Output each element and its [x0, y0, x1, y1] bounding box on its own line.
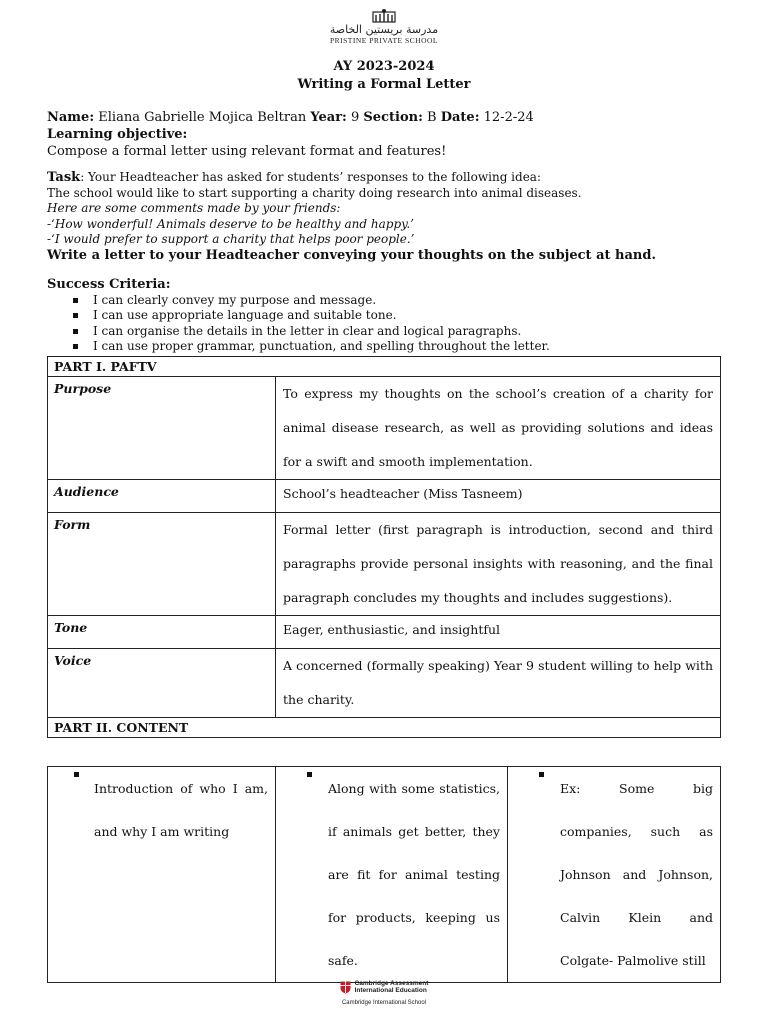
bullet-icon	[539, 772, 544, 777]
criteria-item: I can use appropriate language and suitable tone.	[71, 308, 727, 324]
assignment-title: Writing a Formal Letter	[297, 77, 471, 92]
purpose-value: To express my thoughts on the school’s creation of a charity for animal disease research, as well as providing solutions and ideas for a swift and smooth implementation.	[276, 377, 721, 480]
voice-label: Voice	[48, 649, 276, 718]
tone-label: Tone	[48, 616, 276, 649]
audience-label: Audience	[48, 480, 276, 513]
table-row	[48, 649, 721, 718]
document-title	[0, 58, 768, 94]
form-value: Formal letter (first paragraph is introduction, second and third paragraphs provide personal insights with reasoning, and the final paragraph concludes my thoughts and includes suggestions).	[276, 513, 721, 616]
friend-comment-2: -‘I would prefer to support a charity that helps poor people.’	[47, 232, 415, 246]
criteria-item: I can clearly convey my purpose and message.	[71, 293, 727, 309]
success-criteria	[47, 277, 727, 355]
year-label: Year:	[310, 110, 347, 125]
student-section: B	[427, 110, 437, 125]
learning-objective-label: Learning objective:	[47, 127, 188, 142]
task-label: Task	[47, 170, 81, 185]
table-row	[48, 377, 721, 480]
footer-line-2: International Education	[354, 987, 427, 994]
academic-year: AY 2023-2024	[333, 59, 435, 74]
content-column-1	[48, 767, 276, 983]
date-label: Date:	[440, 110, 480, 125]
content-text: Ex: Some big companies, such as Johnson and Johnson, Calvin Klein and Colgate- Palmolive still	[560, 781, 713, 968]
table-row	[48, 480, 721, 513]
success-criteria-label: Success Criteria:	[47, 277, 171, 292]
student-year: 9	[351, 110, 360, 125]
cambridge-shield-icon	[340, 981, 351, 994]
purpose-label: Purpose	[48, 377, 276, 480]
part1-title: PART I. PAFTV	[48, 357, 721, 377]
criteria-item: I can organise the details in the letter in clear and logical paragraphs.	[71, 324, 727, 340]
student-info-line	[47, 110, 727, 126]
footer-line-1: Cambridge Assessment	[354, 980, 429, 987]
footer-line-3: Cambridge International School	[341, 999, 427, 1006]
form-label: Form	[48, 513, 276, 616]
bullet-icon	[74, 772, 79, 777]
voice-value: A concerned (formally speaking) Year 9 student willing to help with the charity.	[276, 649, 721, 718]
content-text: Introduction of who I am, and why I am writing	[94, 781, 268, 839]
school-crest-icon	[370, 8, 398, 24]
comments-intro: Here are some comments made by your friends:	[47, 201, 341, 215]
bullet-icon	[307, 772, 312, 777]
success-criteria-list	[71, 293, 727, 355]
audience-value: School’s headteacher (Miss Tasneem)	[276, 480, 721, 513]
task-idea: The school would like to start supporting a charity doing research into animal diseases.	[47, 185, 582, 200]
logo-english-text: PRISTINE PRIVATE SCHOOL	[329, 36, 439, 45]
task-intro: : Your Headteacher has asked for students’ responses to the following idea:	[80, 170, 542, 184]
part2-title: PART II. CONTENT	[48, 718, 721, 738]
table-row	[48, 616, 721, 649]
student-name: Eliana Gabrielle Mojica Beltran	[98, 110, 307, 125]
friend-comment-1: -‘How wonderful! Animals deserve to be healthy and happy.’	[47, 216, 414, 231]
task-instruction: Write a letter to your Headteacher conveying your thoughts on the subject at hand.	[47, 247, 656, 263]
task-intro-line	[47, 170, 727, 186]
student-date: 12-2-24	[483, 110, 534, 125]
name-label: Name:	[47, 110, 95, 125]
paftv-table	[47, 356, 721, 738]
logo-arabic-text: مدرسة بريستين الخاصة	[329, 23, 439, 36]
section-label: Section:	[363, 110, 423, 125]
content-column-3	[508, 767, 721, 983]
school-logo	[0, 8, 768, 45]
criteria-item: I can use proper grammar, punctuation, and spelling throughout the letter.	[71, 339, 727, 355]
table-row	[48, 513, 721, 616]
content-text: Along with some statistics, if animals get better, they are fit for animal testing for products, keeping us safe.	[328, 781, 500, 968]
tone-value: Eager, enthusiastic, and insightful	[276, 616, 721, 649]
learning-objective-text: Compose a formal letter using relevant format and features!	[47, 144, 447, 159]
content-column-2	[276, 767, 508, 983]
content-table	[47, 766, 721, 983]
cambridge-logo	[0, 980, 768, 1007]
table-row	[48, 767, 721, 983]
task-section	[47, 170, 727, 263]
